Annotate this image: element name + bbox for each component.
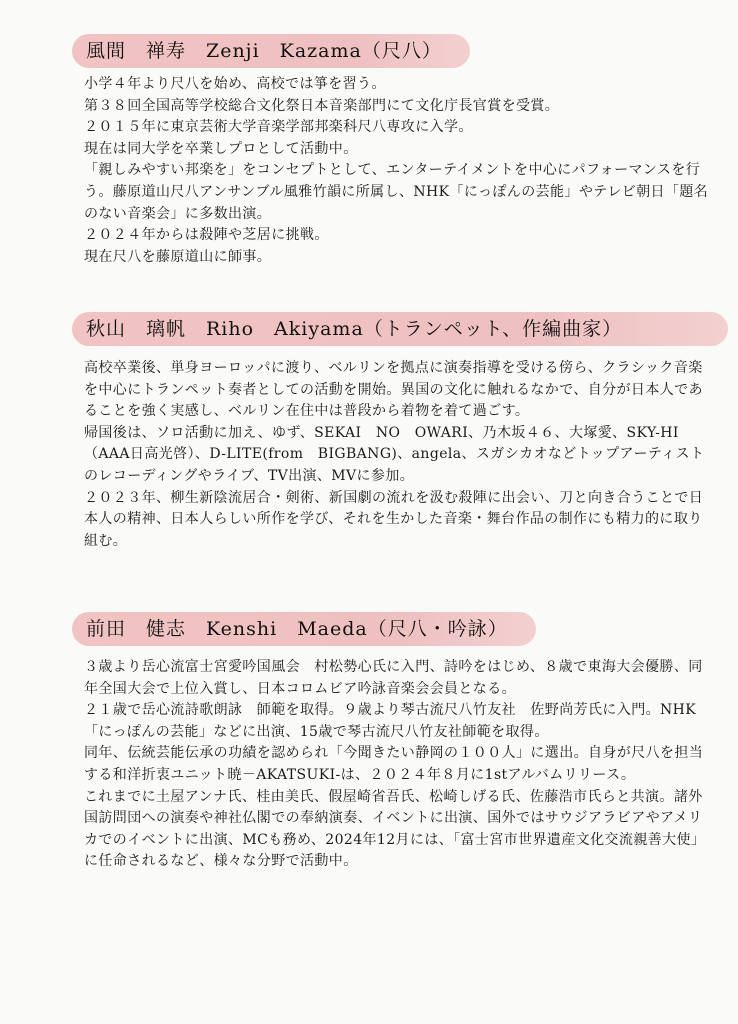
profile-heading: 前田 健志 Kenshi Maeda（尺八・吟詠） <box>72 612 536 646</box>
profile-paragraph: ２０１５年に東京芸術大学音楽学部邦楽科尺八専攻に入学。 <box>84 119 473 136</box>
profile-paragraph: 第３８回全国高等学校総合文化祭日本音楽部門にて文化庁長官賞を受賞。 <box>84 97 560 114</box>
profile-paragraph: 同年、伝統芸能伝承の功績を認められ「今聞きたい静岡の１００人」に選出。自身が尺八を担当する和洋折衷ユニット暁－AKATSUKI-は、２０２４年８月に1stアルバムリリース。 <box>84 745 704 783</box>
profile-paragraph: ２０２３年、柳生新陰流居合・剣術、新国劇の流れを汲む殺陣に出会い、刀と向き合うことで日本人の精神、日本人らしい所作を学び、それを生かした音楽・舞台作品の制作にも精力的に取り組む。 <box>84 489 704 549</box>
profile-paragraph: 現在尺八を藤原道山に師事。 <box>84 248 272 265</box>
profile-body <box>84 657 714 873</box>
profile-paragraph: ２１歳で岳心流詩歌朗詠 師範を取得。９歳より琴古流尺八竹友社 佐野尚芳氏に入門。NHK「にっぽんの芸能」などに出演、15歳で琴古流尺八竹友社師範を取得。 <box>84 702 697 740</box>
profile-heading: 風間 禅寿 Zenji Kazama（尺八） <box>72 34 470 68</box>
profile-paragraph: ２０２４年からは殺陣や芝居に挑戦。 <box>84 227 329 244</box>
profile-body <box>84 74 714 268</box>
profile-heading: 秋山 璃帆 Riho Akiyama（トランペット、作編曲家） <box>72 312 728 346</box>
profile-paragraph: 高校卒業後、単身ヨーロッパに渡り、ベルリンを拠点に演奏指導を受ける傍ら、クラシック音楽を中心にトランペット奏者としての活動を開始。異国の文化に触れるなかで、自分が日本人であることを強く実感し、ベルリン在住中は普段から着物を着て過ごす。 <box>84 360 703 420</box>
profile-paragraph: これまでに土屋アンナ氏、桂由美氏、假屋崎省吾氏、松崎しげる氏、佐藤浩市氏らと共演。諸外国訪問団への演奏や神社仏閣での奉納演奏、イベントに出演、国外ではサウジアラビアやアメリカでのイベントに出演、MCも務め、2024年12月には、「富士宮市世界遺産文化交流親善大使」に任命されるなど、様々な分野で活動中。 <box>84 788 706 870</box>
profile-paragraph: 小学４年より尺八を始め、高校では箏を習う。 <box>84 76 386 92</box>
profile-paragraph: 現在は同大学を卒業しプロとして活動中。 <box>84 140 358 157</box>
profile-body <box>84 358 714 552</box>
profile-paragraph: ３歳より岳心流富士宮愛吟国風会 村松勢心氏に入門、詩吟をはじめ、８歳で東海大会優勝、同年全国大会で上位入賞し、日本コロムビア吟詠音楽会会員となる。 <box>84 659 703 697</box>
profile-paragraph: 帰国後は、ソロ活動に加え、ゆず、SEKAI NO OWARI、乃木坂４６、大塚愛、SKY-HI（AAA日高光啓）、D-LITE(from BIGBANG)、angela、スガシカオなどトップアーティストのレコーディングやライブ、TV出演、MVに参加。 <box>84 424 705 484</box>
profile-paragraph: 「親しみやすい邦楽を」をコンセプトとして、エンターテイメントを中心にパフォーマンスを行う。藤原道山尺八アンサンブル風雅竹韻に所属し、NHK「にっぽんの芸能」やテレビ朝日「題名のない音楽会」に多数出演。 <box>84 162 709 222</box>
